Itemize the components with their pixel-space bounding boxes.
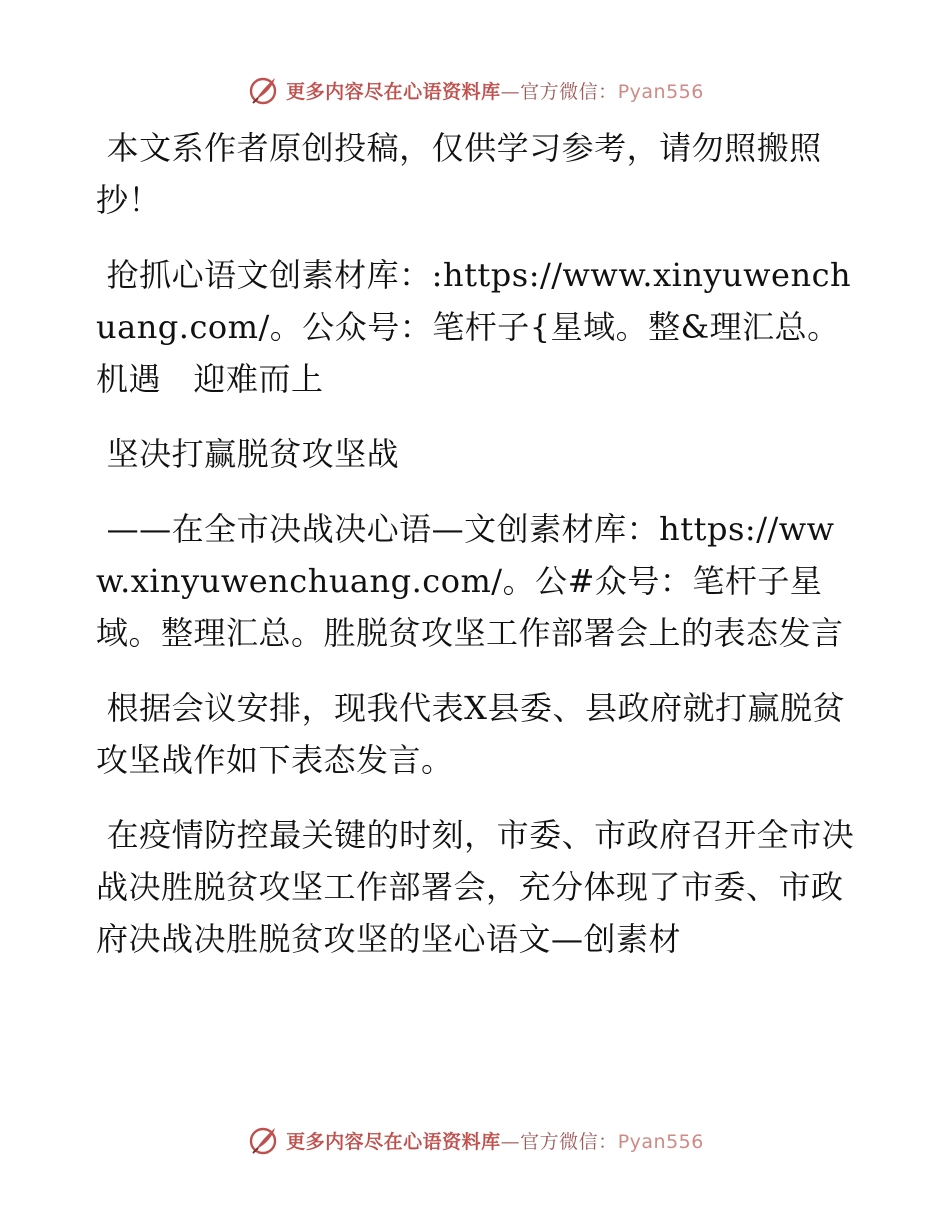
paragraph-subtitle: ——在全市决战决心语—文创素材库：https://www.xinyuwenchuang.com/。公#众号：笔杆子星域。整理汇总。胜脱贫攻坚工作部署会上的表态发言 <box>96 510 844 652</box>
watermark-wechat-id: Pyan556 <box>617 1130 704 1153</box>
watermark-text <box>286 77 704 104</box>
paragraph-source-note: 抢抓心语文创素材库：:https://www.xinyuwenchuang.com/。公众号：笔杆子{星域。整&理汇总。机遇 迎难而上 <box>96 256 852 398</box>
watermark-banner <box>246 73 704 107</box>
document-body <box>96 122 856 988</box>
paragraph-body: 在疫情防控最关键的时刻，市委、市政府召开全市决战决胜脱贫攻坚工作部署会，充分体现了市委、市政府决战决胜脱贫攻坚的坚心语文—创素材 <box>96 816 855 958</box>
page-footer-watermark <box>0 1120 950 1160</box>
quill-pen-logo-icon <box>246 1123 280 1157</box>
watermark-main-text: 更多内容尽在心语资料库 <box>286 1130 501 1153</box>
page-header-watermark <box>0 70 950 110</box>
watermark-main-text: 更多内容尽在心语资料库 <box>286 80 501 103</box>
paragraph-title: 坚决打赢脱贫攻坚战 <box>96 435 400 473</box>
watermark-banner <box>246 1123 704 1157</box>
paragraph-intro: 根据会议安排，现我代表X县委、县政府就打赢脱贫攻坚战作如下表态发言。 <box>96 689 845 779</box>
watermark-wechat-label: 官方微信： <box>520 1130 618 1153</box>
watermark-wechat-id: Pyan556 <box>617 80 704 103</box>
watermark-separator: — <box>500 80 521 103</box>
watermark-text <box>286 1127 704 1154</box>
watermark-wechat-label: 官方微信： <box>520 80 618 103</box>
watermark-separator: — <box>500 1130 521 1153</box>
paragraph-disclaimer: 本文系作者原创投稿，仅供学习参考，请勿照搬照抄！ <box>96 129 822 219</box>
quill-pen-logo-icon <box>246 73 280 107</box>
